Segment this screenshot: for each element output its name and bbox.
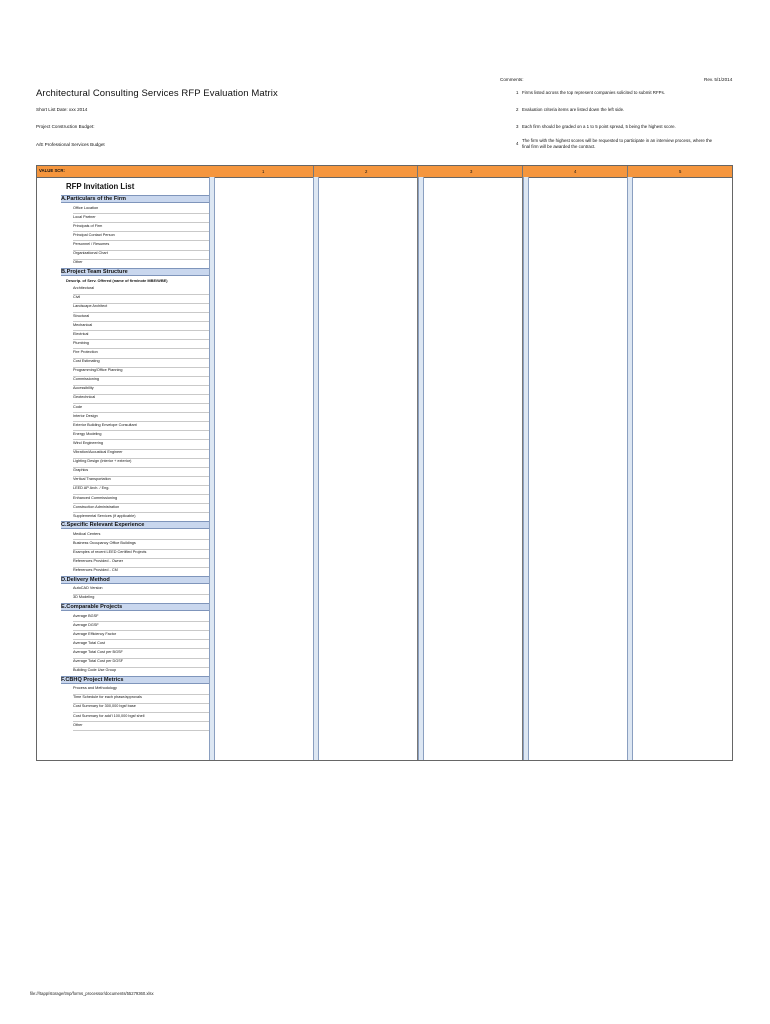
firm-header-3: 3 [470,169,473,174]
criteria-item: Principals of Firm [73,223,103,228]
criteria-item: Vibration/Acoustical Engineer [73,450,123,454]
firm-header-1: 1 [262,169,265,174]
criteria-item: Process and Methodology [73,686,117,691]
criteria-item: Average DGSF [73,622,99,627]
criteria-item: Average Total Cost per DGSF [73,659,124,663]
criteria-item: AutoCAD Version [73,586,103,591]
criteria-item: Local Partner [73,214,96,219]
firm-5-score-column [627,177,633,760]
row-divider [73,467,209,468]
criteria-item: Office Location [73,205,99,210]
criteria-item: Electrical [73,331,89,336]
row-divider [73,330,209,331]
firm-3-score-column [418,177,424,760]
criteria-item: Principal Contact Person [73,232,115,237]
criteria-item: Exterior Building Envelope Consultant [73,422,137,427]
section-heading: B.Project Team Structure [61,268,128,275]
criteria-item: Plumbing [73,340,89,345]
criteria-item: Fire Protection [73,349,98,354]
row-divider [73,259,209,260]
row-divider [73,312,209,313]
revision-date: Rev. 5/1/2014 [704,77,733,82]
firm-header-5: 5 [679,169,682,174]
file-path-footer: file:///tapp/storage/tmp/forms_processor/documents/55279360.xlsx [30,991,154,996]
construction-budget-label: Project Construction Budget: [36,124,95,129]
criteria-item: Architectural [73,286,95,291]
criteria-item: Vertical Transportation [73,477,111,482]
criteria-item: Accessibility [73,386,94,391]
criteria-item: Supplemental Services (if applicable) [73,513,136,518]
section-subheading: Descrip. of Serv. Offered (name of firm/note MBE/WBE) [66,277,168,283]
criteria-item: LEED AP Arch. / Eng. [73,486,110,491]
criteria-item: Time Schedule for each phase/approvals [73,695,142,700]
section-heading: A.Particulars of the Firm [61,196,126,202]
comment-1: 1 Firms listed across the top represent companies solicited to submit RFPs. [516,90,665,95]
comment-2: 2 Evaluation criteria items are listed down the left side. [516,107,625,112]
comment-4: 4 The firm with the highest scores will be requested to participate in an interview process, where the final firm will be awarded the contract. [516,138,713,149]
criteria-item: 3D Modeling [73,595,95,600]
section-heading: D.Delivery Method [61,576,110,583]
row-divider [73,294,209,295]
criteria-item: Structural [73,313,90,318]
criteria-item: Cost Estimating [73,359,100,363]
criteria-item: Medical Centers [73,531,101,536]
firm-header-4: 4 [574,169,577,174]
criteria-item: References Provided - Owner [73,559,124,564]
criteria-item: References Provided - CM [73,568,118,573]
row-divider [73,730,209,731]
criteria-item: Other [73,260,83,265]
criteria-item: Average Total Cost per BGSF [73,649,123,654]
criteria-item: Civil [73,295,81,300]
criteria-item: Cost Summary for add'l 100,000 bgsf shell [73,713,145,718]
criteria-item: Construction Administration [73,504,120,509]
criteria-item: Interior Design [73,413,98,418]
evaluation-matrix [36,165,733,761]
comment-3: 3 Each firm should be graded on a 1 to 5 point spread, 5 being the highest score. [516,124,676,129]
row-divider [73,721,209,722]
criteria-item: Average BGSF [73,613,99,618]
criteria-item: Commissioning [73,377,99,382]
firm-header-2: 2 [365,169,368,174]
criteria-item: Code [73,404,83,409]
value-score-label: VALUE SCR: [39,168,65,173]
criteria-item: Organizational Chart [73,251,108,255]
criteria-item: Energy Modeling [73,431,102,436]
section-heading: F.CBHQ Project Metrics [61,676,124,683]
row-divider [73,403,209,404]
firm-4-score-column [523,177,529,760]
criteria-item: Cost Summary for 300,000 bgsf base [73,704,136,709]
rfp-invitation-list-heading: RFP Invitation List [66,182,135,191]
comments-label: Comments: [500,77,524,82]
criteria-item: Average Efficiency Factor [73,631,117,636]
criteria-item: Personnel / Resumes [73,241,110,246]
criteria-item: Lighting Design (interior + exterior) [73,459,132,464]
criteria-item: Average Total Cost [73,640,105,645]
row-divider [73,339,209,340]
section-heading: C.Specific Relevant Experience [61,522,145,529]
firm-1-score-column [209,177,215,760]
criteria-item: Wind Engineering [73,440,103,445]
page-title: Architectural Consulting Services RFP Evaluation Matrix [36,88,278,99]
criteria-item: Other [73,722,83,727]
criteria-item: Business Occupancy Office Buildings [73,540,136,545]
criteria-item: Building Code Use Group [73,668,117,673]
criteria-item: Programming/Office Planning [73,368,123,373]
criteria-item: Graphics [73,468,89,473]
criteria-item: Geotechnical [73,395,96,400]
criteria-item: Mechanical [73,322,93,327]
criteria-item: Enhanced Commissioning [73,495,118,500]
services-budget-label: A/E Professional Services Budget [36,142,105,147]
section-heading: E.Comparable Projects [61,604,123,610]
firm-2-score-column [313,177,319,760]
criteria-item: Examples of recent LEED Certified Projects [73,550,147,554]
criteria-item: Landscape Architect [73,304,108,309]
short-list-date: Short List Date: xxx 2014 [36,107,88,112]
row-divider [73,321,209,322]
